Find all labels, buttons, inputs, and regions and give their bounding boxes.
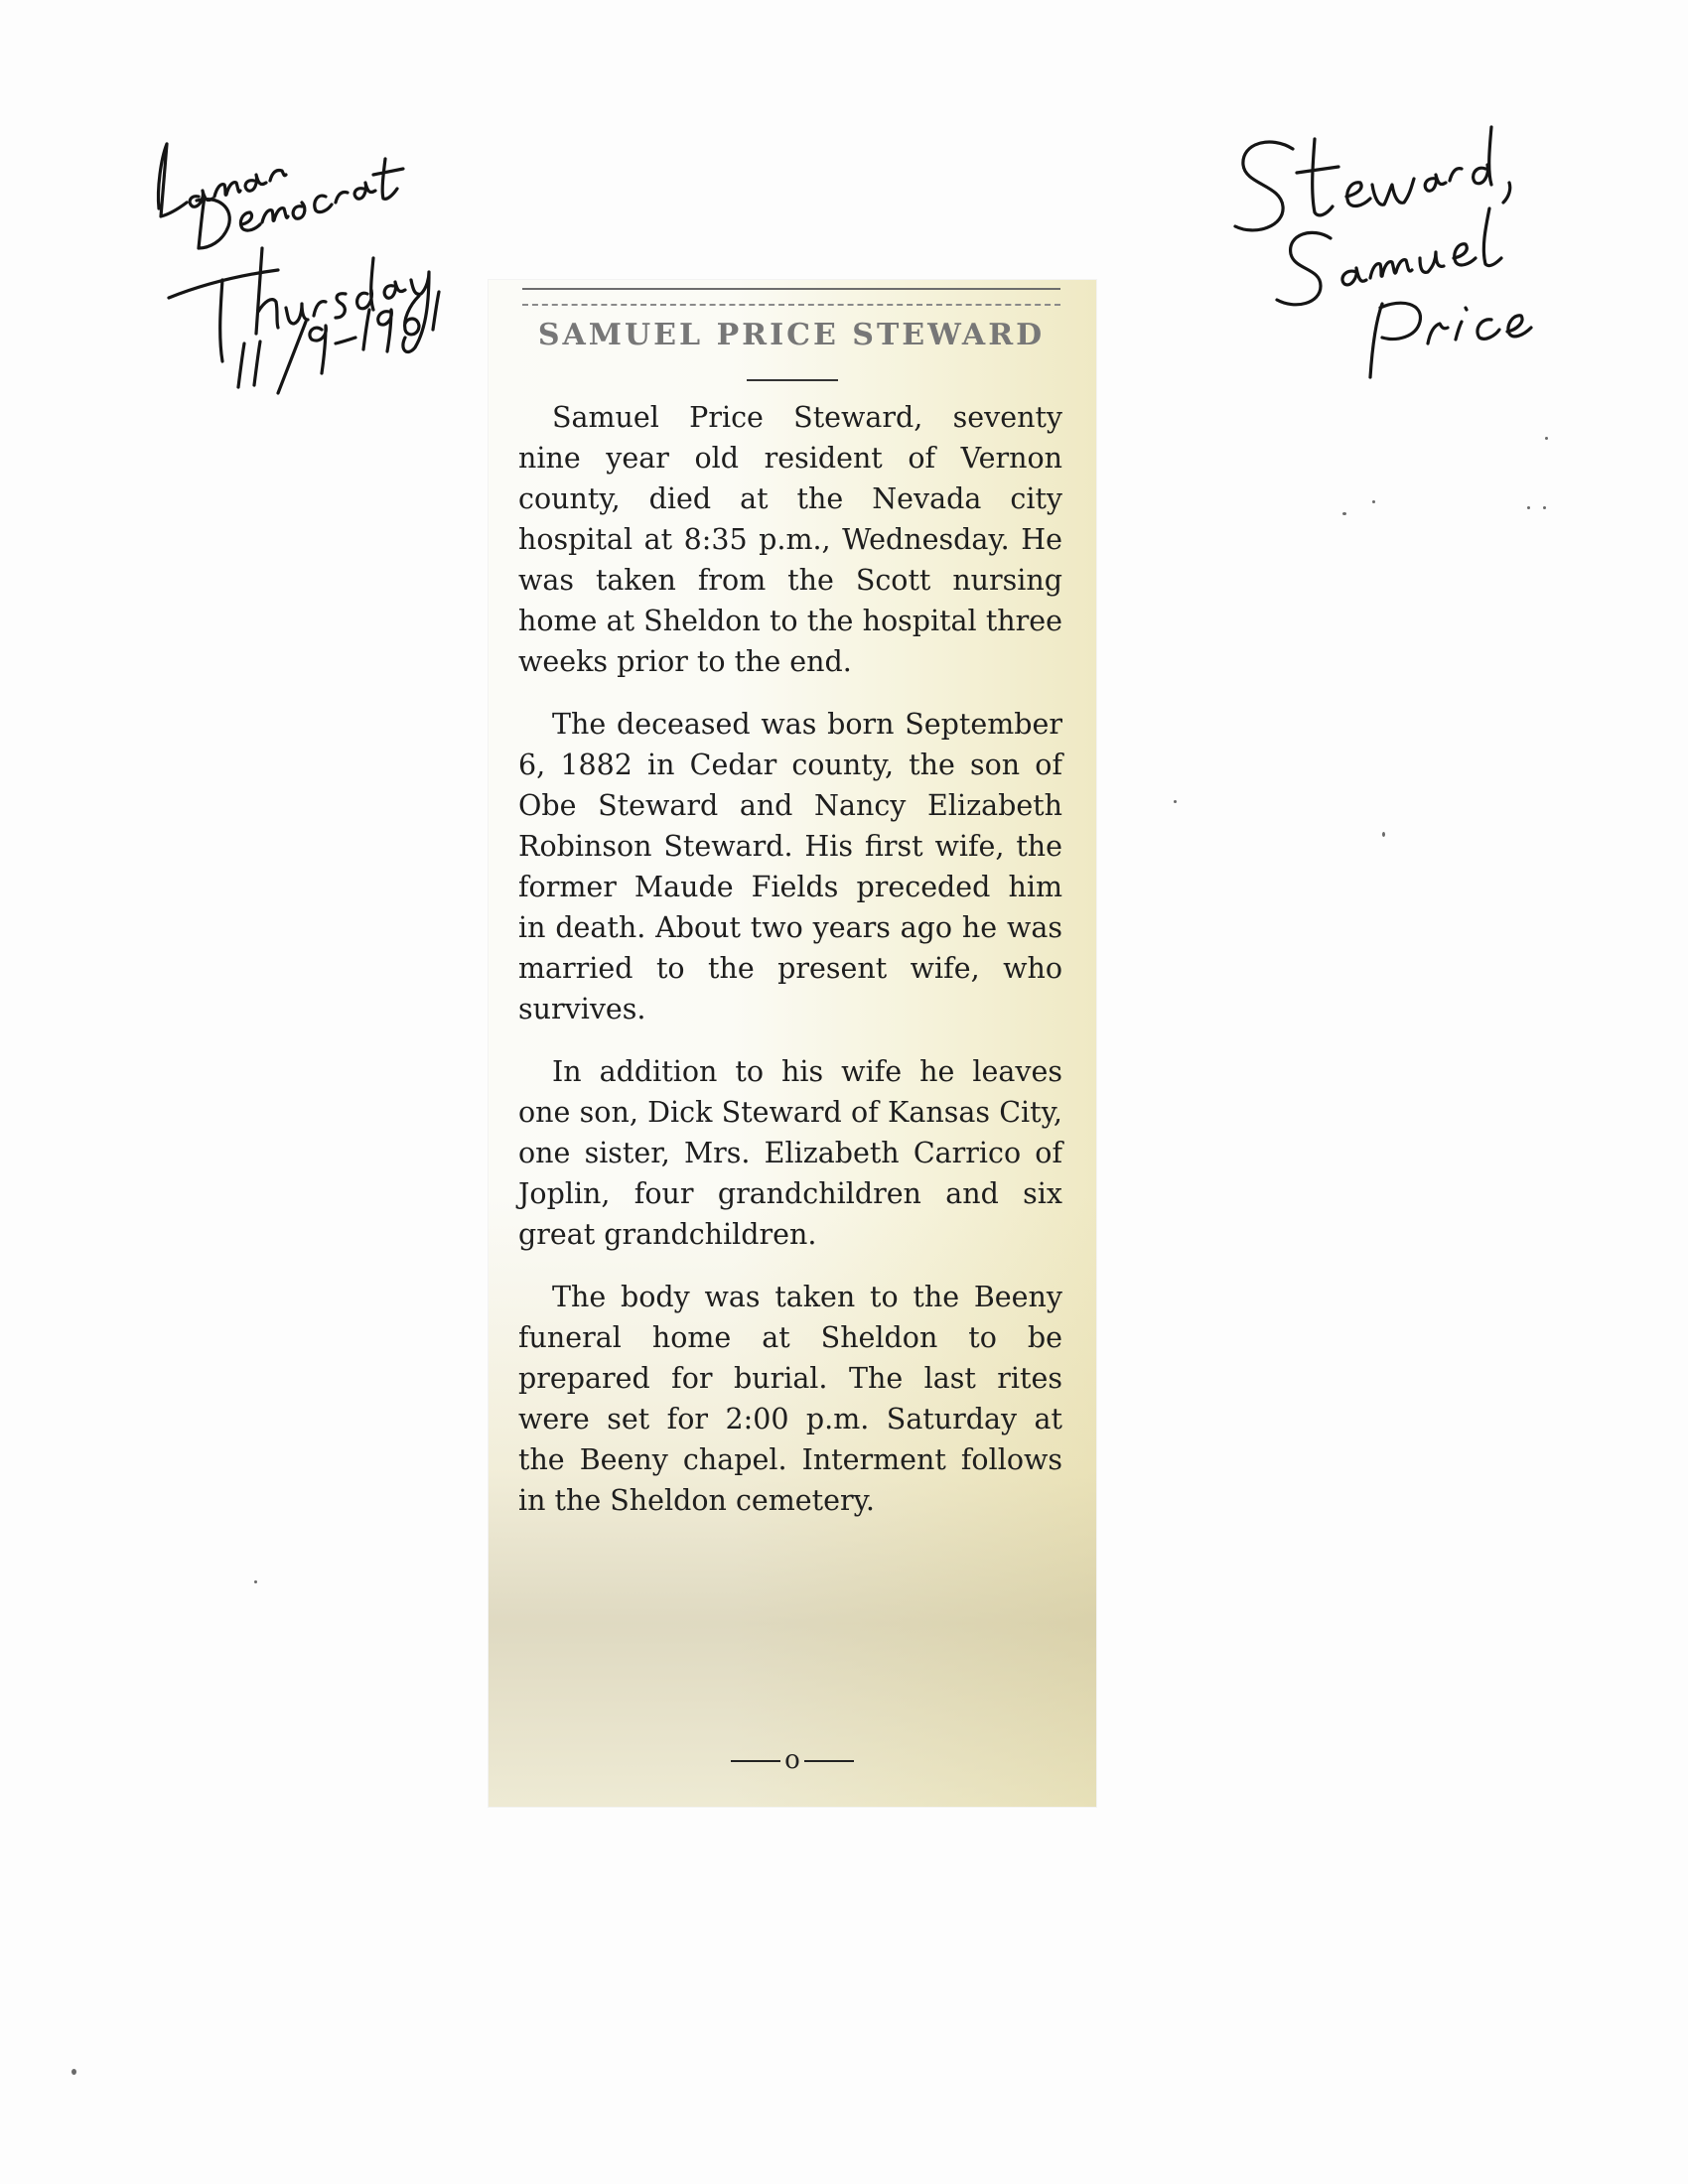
end-of-story-mark <box>489 1745 1096 1775</box>
subject-note-line1 <box>0 0 1 1</box>
obituary-headline: SAMUEL PRICE STEWARD <box>537 318 1046 352</box>
source-note-line4 <box>0 0 1 1</box>
source-note-line2 <box>0 0 1 1</box>
source-note-line3 <box>0 0 1 1</box>
story-paragraph-2: The deceased was born September 6, 1882 in Cedar county, the son of Obe Steward and Nancy Elizabeth Robinson Steward. His first wife, the former Maude Fields preceded him in death. About two years ago he was married to the present wife, who survives. <box>518 708 1062 1025</box>
source-note-line1 <box>0 0 1 1</box>
column-top-rule <box>522 288 1060 306</box>
subject-note-line2 <box>0 0 1 1</box>
end-mark-letter: o <box>784 1745 800 1775</box>
newspaper-clipping <box>489 280 1096 1807</box>
story-paragraph-1: Samuel Price Steward, seventy nine year old resident of Vernon county, died at the Nevada city hospital at 8:35 p.m., Wednesday. He was taken from the Scott nursing home at Sheldon to the hospital three weeks prior to the end. <box>518 401 1062 678</box>
obituary-story <box>518 397 1062 1543</box>
subject-note-line3 <box>0 0 1 1</box>
headline-rule <box>747 379 838 381</box>
story-paragraph-3: In addition to his wife he leaves one son, Dick Steward of Kansas City, one sister, Mrs. Elizabeth Carrico of Joplin, four grandchildren and six great grandchildren. <box>518 1055 1062 1251</box>
handwritten-source-note <box>139 99 477 407</box>
story-paragraph-4: The body was taken to the Beeny funeral home at Sheldon to be prepared for burial. The last rites were set for 2:00 p.m. Saturday at the Beeny chapel. Interment follows in the Sheldon cemetery. <box>518 1281 1062 1517</box>
handwritten-subject-note <box>1221 109 1609 397</box>
